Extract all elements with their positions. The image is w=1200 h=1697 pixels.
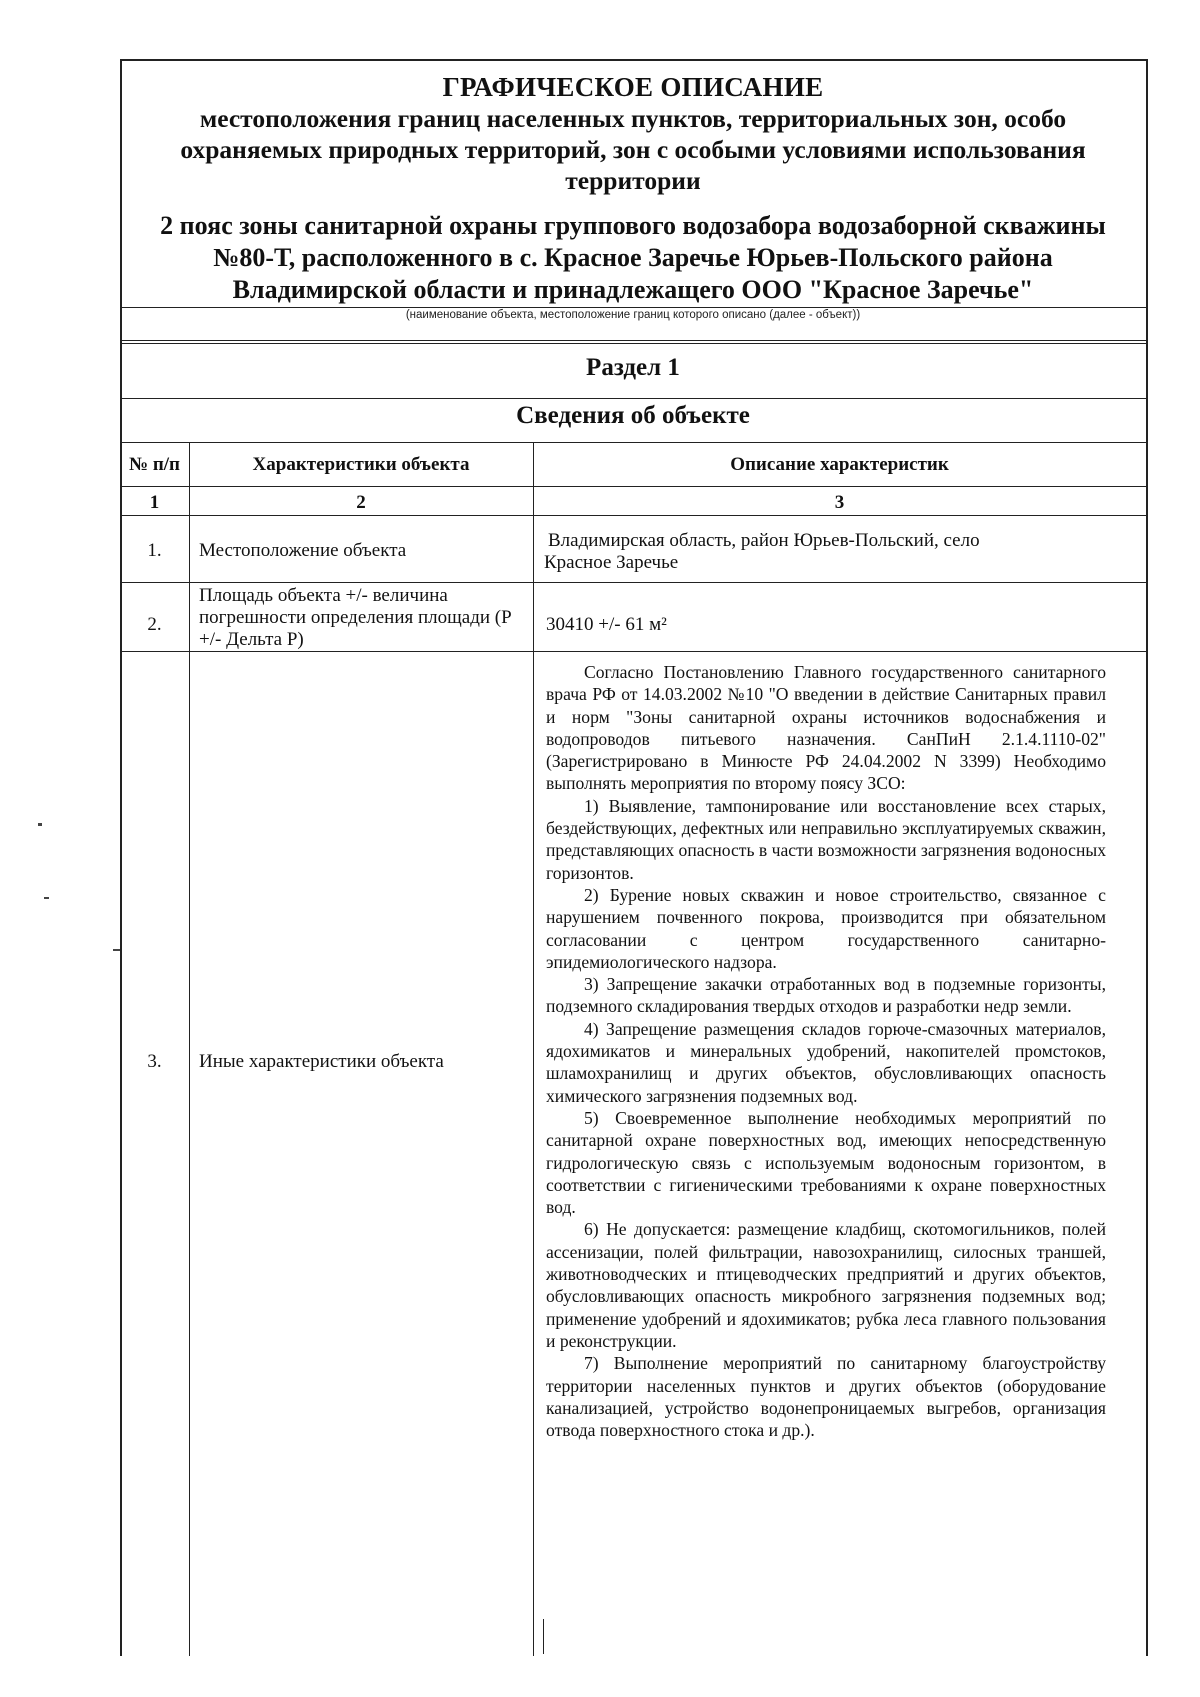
object-name: 2 пояс зоны санитарной охраны группового водозабора водозаборной скважины №80-Т, расположенного в с. Красное Заречье Юрьев-Польского района Владимирской области и принадлежащего ООО "Красное Заречье" (160, 211, 1106, 304)
description-paragraph: 7) Выполнение мероприятий по санитарному благоустройству территории населенных пунктов и других объектов (оборудование канализацией, устройство водонепроницаемых выгребов, организация отвода поверхностного стока и др.). (546, 1353, 1106, 1441)
divider (120, 343, 1146, 344)
col-number-2: 2 (356, 492, 366, 513)
table-col-divider (533, 442, 534, 1656)
description-paragraph: 1) Выявление, тампонирование или восстановление всех старых, бездействующих, дефектных или неправильно эксплуатируемых скважин, представляющих опасность в части возможности загрязнения водоносных горизонтов. (546, 795, 1106, 883)
col-number-3: 3 (834, 492, 845, 513)
row-1-num: 1. (147, 540, 162, 561)
header-num: № п/п (128, 454, 181, 475)
table-row-divider (120, 486, 1146, 487)
description-paragraph: 4) Запрещение размещения складов горюче-смазочных материалов, ядохимикатов и минеральных удобрений, накопителей промстоков, шламохранилищ и других объектов, обусловливающих опасность химического загрязнения подземных вод. (546, 1018, 1106, 1106)
description-paragraph: 2) Бурение новых скважин и новое строительство, связанное с нарушением почвенного покрова, производится при обязательном согласовании с центром государственного санитарно-эпидемиологического надзора. (546, 884, 1106, 972)
table-row-divider (120, 515, 1146, 516)
description-paragraph: 6) Не допускается: размещение кладбищ, скотомогильников, полей ассенизации, полей фильтрации, навозохранилищ, силосных траншей, животноводческих и птицеводческих предприятий и других объектов, обусловливающих опасность микробного загрязнения подземных вод; применение удобрений и ядохимикатов; рубка леса главного пользования и реконструкции. (546, 1219, 1106, 1351)
header-characteristic: Характеристики объекта (252, 454, 470, 475)
description-paragraph: 3) Запрещение закачки отработанных вод в подземные горизонты, подземного складирования твердых отходов и разработки недр земли. (546, 974, 1106, 1017)
row-2-num: 2. (147, 614, 162, 635)
divider (120, 398, 1146, 399)
divider (120, 442, 1146, 443)
scan-artifact-mark (44, 897, 49, 899)
document-header (120, 71, 1146, 306)
section-number: Раздел 1 (586, 354, 680, 381)
scan-artifact-mark (113, 949, 120, 951)
scan-inner-line (543, 1619, 544, 1654)
scan-artifact-mark (38, 823, 42, 826)
row-1-description: Владимирская область, район Юрьев-Польский, село Красное Заречье (544, 530, 980, 573)
document-page (120, 59, 1146, 1656)
table-col-divider (189, 442, 190, 1656)
row-3-description (546, 661, 1106, 1441)
object-caption: (наименование объекта, местоположение границ которого описано (далее - объект)) (405, 309, 861, 321)
section-title: Сведения об объекте (516, 402, 750, 429)
description-paragraph: 5) Своевременное выполнение необходимых мероприятий по санитарной охране поверхностных вод, имеющих непосредственную гидрологическую связь с используемым водоносным горизонтом, в соответствии с гигиеническими требованиями к охране поверхностных вод. (546, 1107, 1106, 1218)
table-row-divider (120, 651, 1146, 652)
table-row-divider (120, 582, 1146, 583)
header-description: Описание характеристик (730, 454, 949, 475)
row-2-characteristic: Площадь объекта +/- величина погрешности определения площади (Р +/- Дельта Р) (199, 585, 512, 650)
col-number-1: 1 (149, 492, 160, 513)
row-2-description: 30410 +/- 61 м² (546, 614, 667, 635)
divider (120, 340, 1146, 341)
row-1-characteristic: Местоположение объекта (199, 540, 407, 561)
document-title: ГРАФИЧЕСКОЕ ОПИСАНИЕ (442, 72, 824, 102)
row-3-num: 3. (147, 1051, 162, 1072)
description-paragraph: Согласно Постановлению Главного государственного санитарного врача РФ от 14.03.2002 №10 "О введении в действие Санитарных правил и норм "Зоны санитарной охраны источников водоснабжения и водопроводов питьевого назначения. СанПиН 2.1.4.1110-02" (Зарегистрировано в Минюсте РФ 24.04.2002 N 3399) Необходимо выполнять мероприятия по второму поясу ЗСО: (546, 662, 1106, 794)
row-3-characteristic: Иные характеристики объекта (199, 1051, 444, 1072)
divider (120, 307, 1146, 308)
document-subtitle: местоположения границ населенных пунктов, территориальных зон, особо охраняемых природных территорий, зон с особыми условиями использования территории (180, 104, 1086, 195)
